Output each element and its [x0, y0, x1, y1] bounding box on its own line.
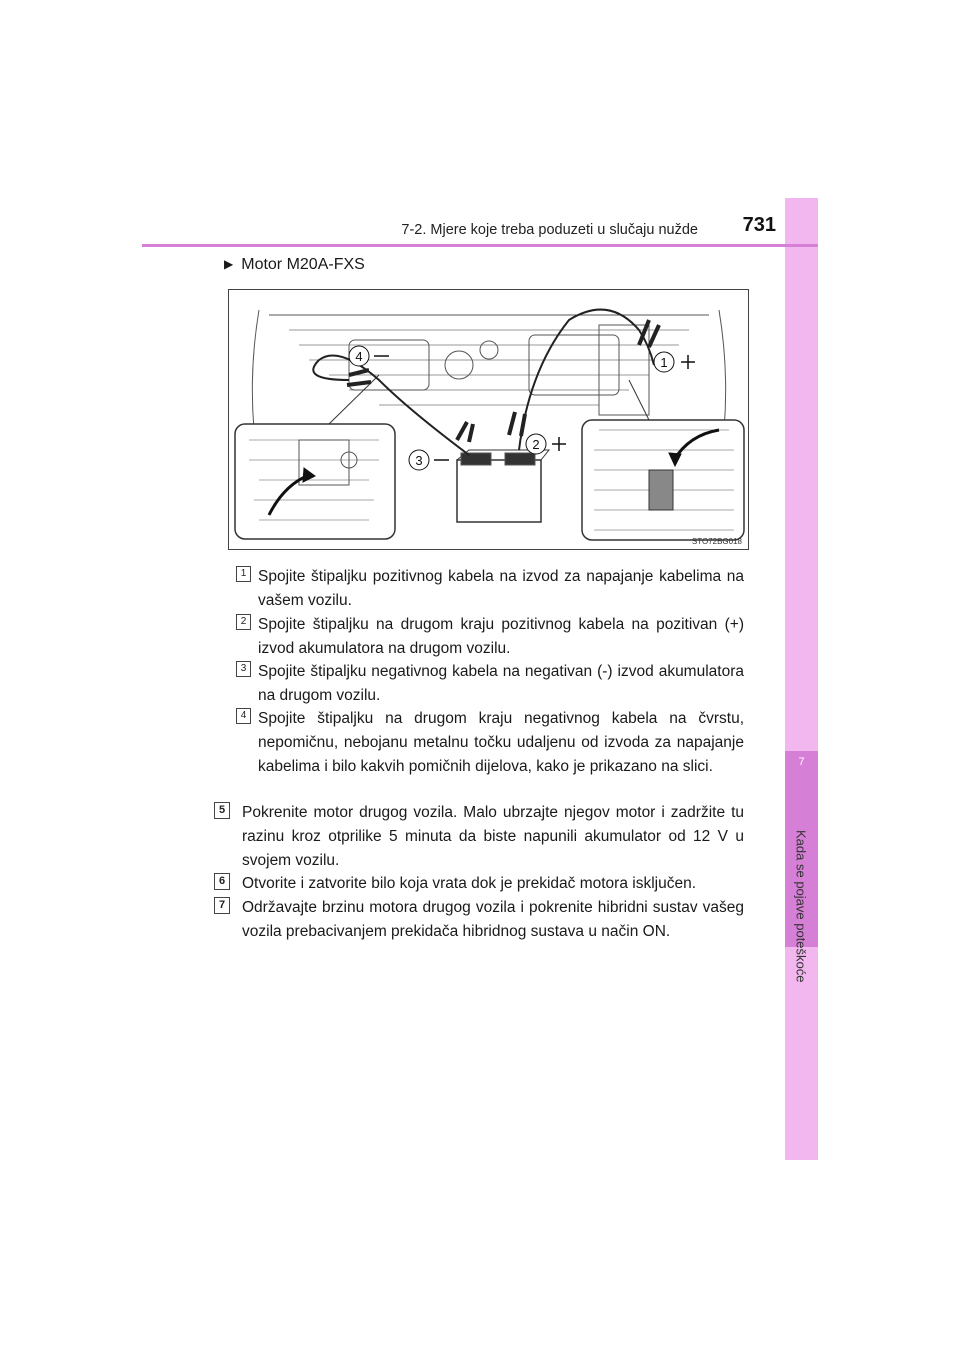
engine-bay-drawing: [229, 290, 748, 549]
section-title: 7-2. Mjere koje treba poduzeti u slučaju nužde: [401, 222, 698, 238]
callout-2: 2: [532, 437, 540, 452]
header-rule: [142, 244, 818, 247]
step-badge-6: 6: [214, 873, 230, 890]
jump-start-illustration: [228, 289, 749, 550]
subhead-label: Motor M20A-FXS: [241, 256, 365, 273]
step-badge-3: 3: [236, 661, 251, 677]
step-7-text: Održavajte brzinu motora drugog vozila i pokrenite hibridni sustav vašeg vozila prebacivanjem prekidača hibridnog sustava u način ON.: [242, 899, 744, 940]
callout-4: 4: [355, 349, 363, 364]
callout-1: 1: [660, 355, 668, 370]
step-1-text: Spojite štipaljku pozitivnog kabela na izvod za napajanje kabelima na vašem vozilu.: [258, 568, 744, 609]
step-2-text: Spojite štipaljku na drugom kraju pozitivnog kabela na pozitivan (+) izvod akumulatora na drugom vozilu.: [258, 616, 744, 657]
step-5-text: Pokrenite motor drugog vozila. Malo ubrzajte njegov motor i zadržite tu razinu kroz otprilike 5 minuta da biste napunili akumulator od 12 V u svojem vozilu.: [242, 804, 744, 869]
step-3-text: Spojite štipaljku negativnog kabela na negativan (-) izvod akumulatora na drugom vozilu.: [258, 663, 744, 704]
triangle-right-icon: ▶: [224, 257, 234, 271]
figure-code: STO72BG018: [691, 537, 742, 546]
callout-3: 3: [415, 453, 423, 468]
engine-subhead: [224, 256, 365, 274]
chapter-title: Kada se pojave poteškoće: [793, 830, 809, 983]
step-badge-1: 1: [236, 566, 251, 582]
step-6-text: Otvorite i zatvorite bilo koja vrata dok je prekidač motora isključen.: [242, 875, 697, 892]
chapter-number: 7: [798, 756, 805, 768]
step-badge-2: 2: [236, 614, 251, 630]
step-badge-5: 5: [214, 802, 230, 819]
step-badge-7: 7: [214, 897, 230, 914]
page-number: 731: [742, 214, 776, 236]
step-4-text: Spojite štipaljku na drugom kraju negativnog kabela na čvrstu, nepomičnu, nebojanu metalnu točku udaljenu od izvoda za napajanje kabelima i bilo kakvih pomičnih dijelova, kako je prikazano na slici.: [258, 710, 744, 775]
step-badge-4: 4: [236, 708, 251, 724]
